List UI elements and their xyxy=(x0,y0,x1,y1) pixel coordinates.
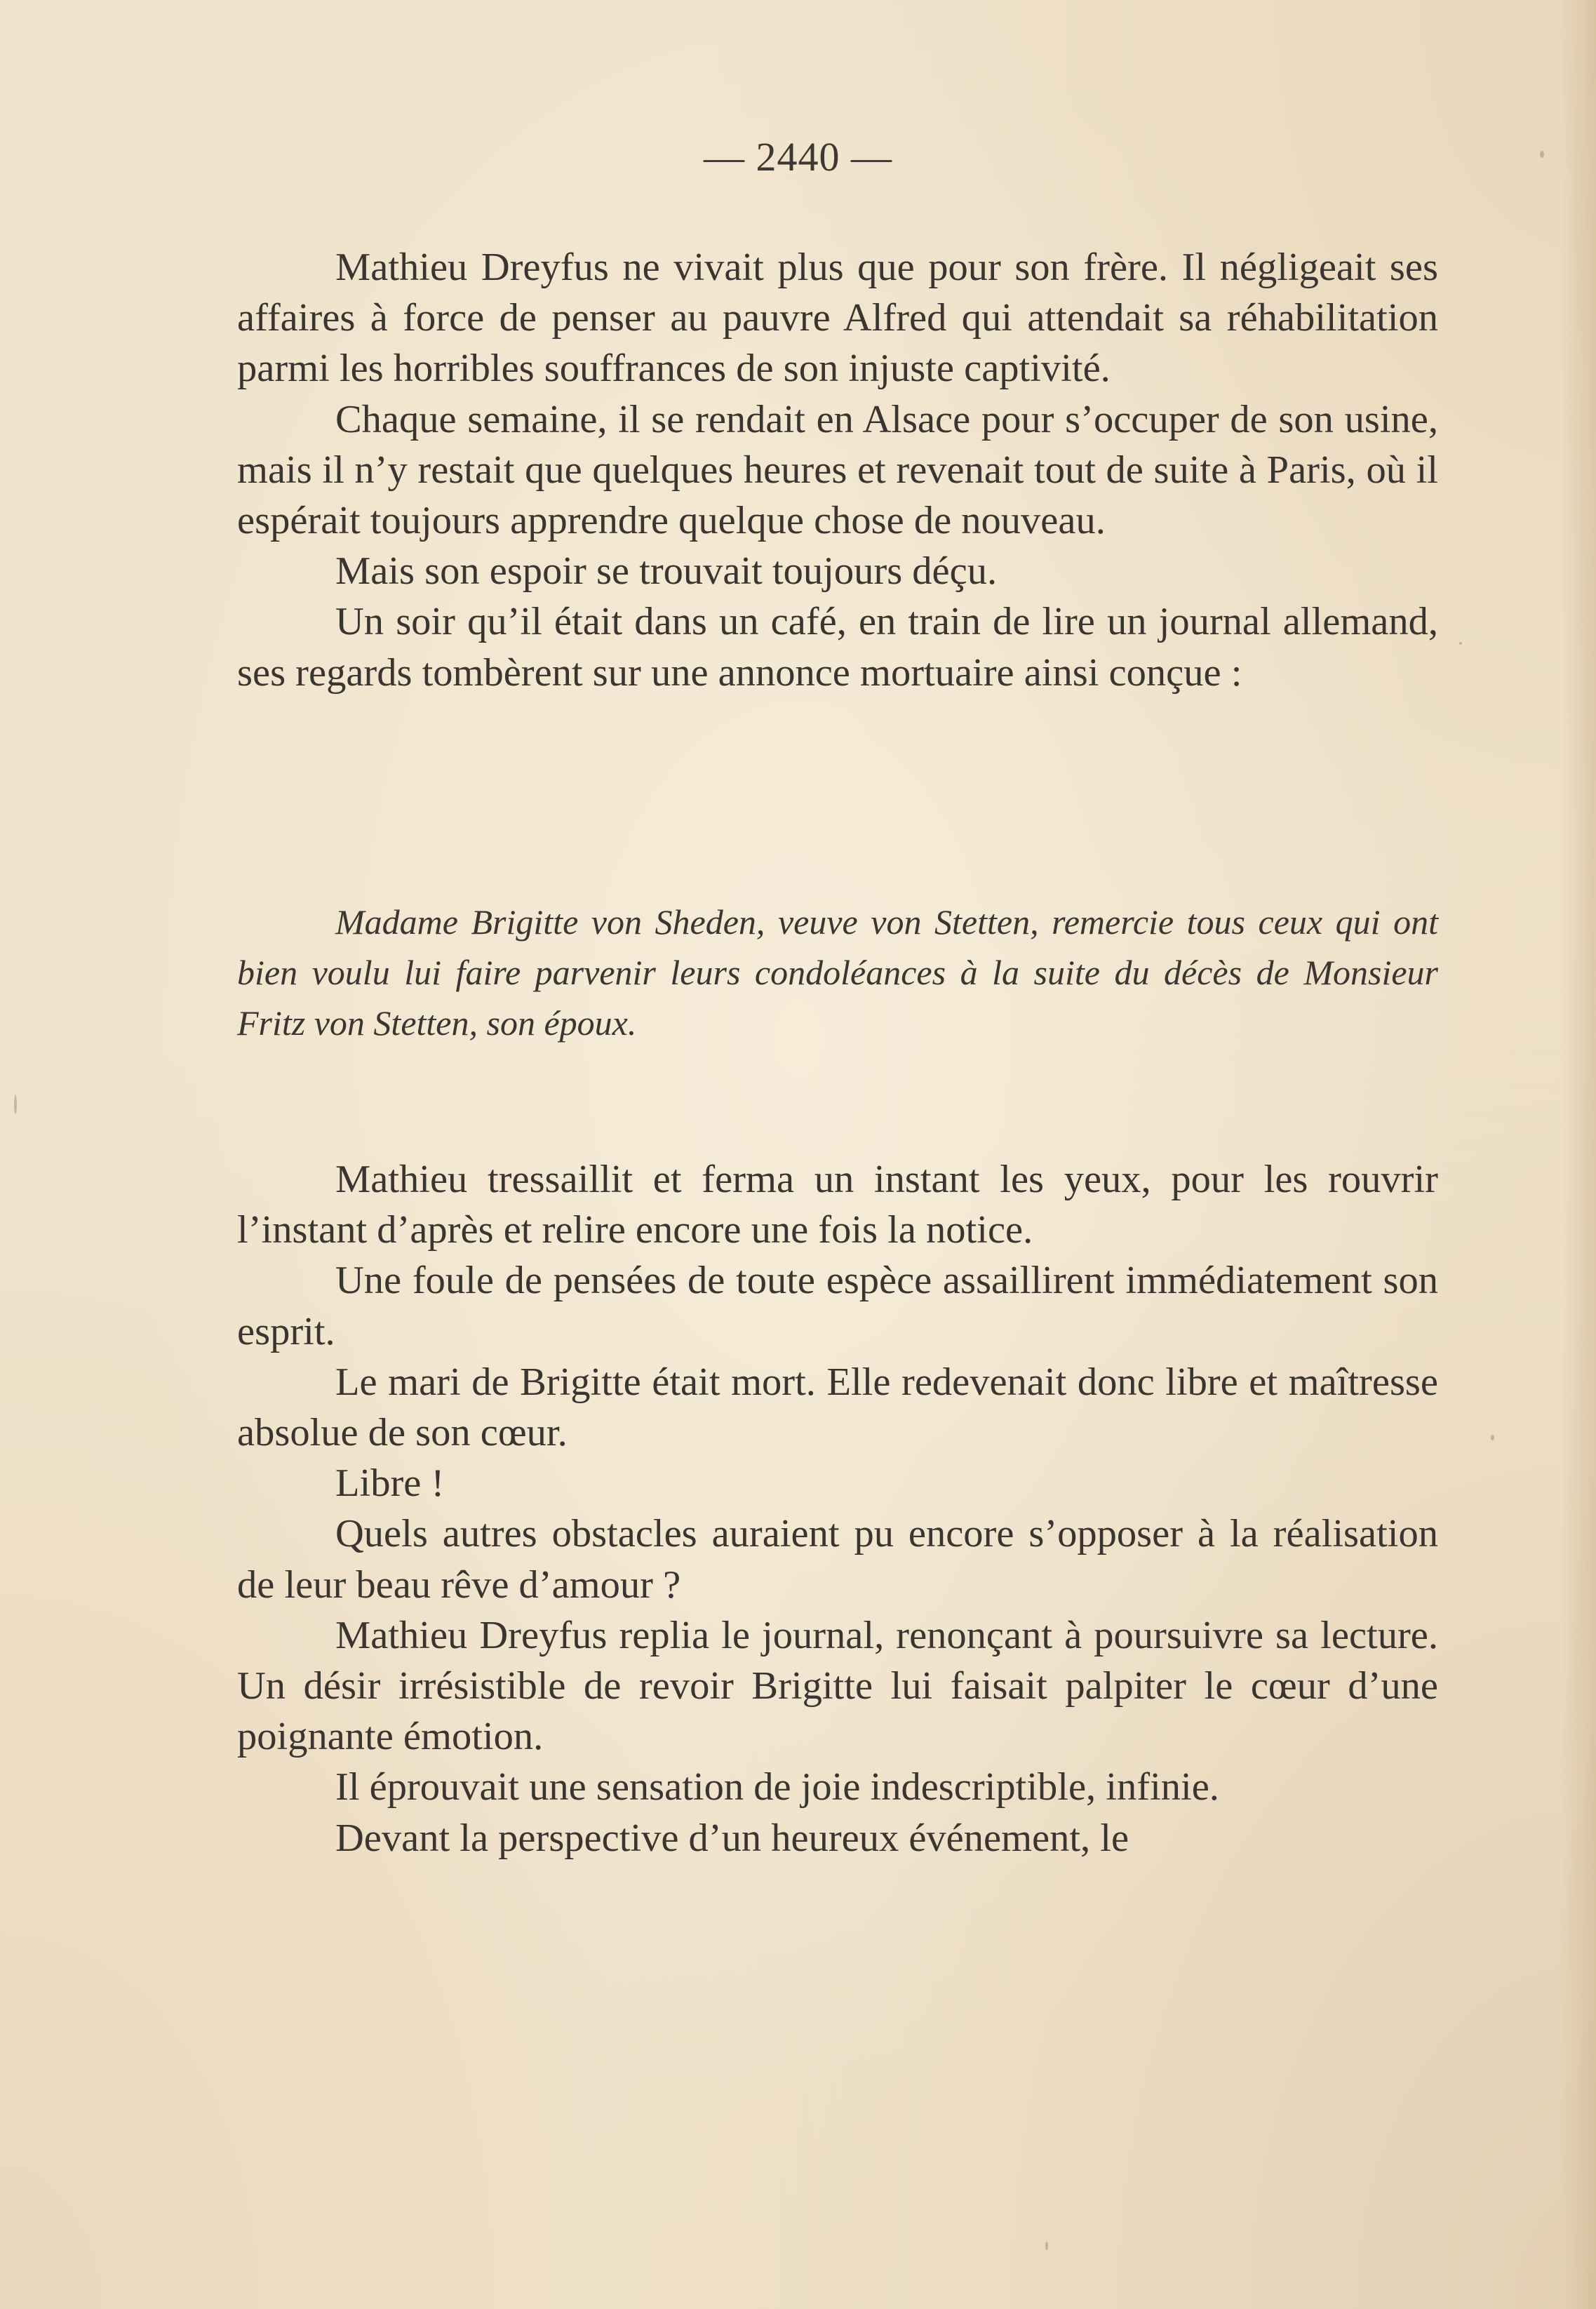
obituary-notice: Madame Brigitte von Sheden, veuve von Stetten, remercie tous ceux qui ont bien voulu lui faire parvenir leurs condoléances à la suite du décès de Monsieur Fritz von Stetten, son époux. xyxy=(237,902,1438,1043)
paper-speck xyxy=(1459,642,1462,645)
paragraph: Mathieu Dreyfus replia le journal, renonçant à poursuivre sa lecture. Un désir irrésistible de revoir Brigitte lui faisait palpiter le cœur d’une poignante émotion. xyxy=(237,1613,1438,1759)
paragraph: Mais son espoir se trouvait toujours déçu. xyxy=(335,549,998,594)
paragraph: Il éprouvait une sensation de joie indescriptible, infinie. xyxy=(335,1765,1219,1809)
page-edge-shade xyxy=(1561,0,1596,2309)
paragraph: Quels autres obstacles auraient pu encore s’opposer à la réalisation de leur beau rêve d’amour ? xyxy=(237,1512,1438,1607)
paragraph: Un soir qu’il était dans un café, en train de lire un journal allemand, ses regards tombèrent sur une annonce mortuaire ainsi conçue : xyxy=(237,600,1438,695)
text-block-after-notice xyxy=(237,1154,1438,1863)
paragraph: Chaque semaine, il se rendait en Alsace pour s’occuper de son usine, mais il n’y restait que quelques heures et revenait tout de suite à Paris, où il espérait toujours apprendre quelque chose de nouveau. xyxy=(237,397,1438,543)
paper-speck xyxy=(1540,151,1544,158)
paragraph: Le mari de Brigitte était mort. Elle redevenait donc libre et maîtresse absolue de son cœur. xyxy=(237,1360,1438,1455)
paragraph: Mathieu tressaillit et ferma un instant les yeux, pour les rouvrir l’instant d’après et relire encore une fois la notice. xyxy=(237,1158,1438,1252)
paragraph: Devant la perspective d’un heureux événement, le xyxy=(335,1816,1129,1860)
paragraph: Une foule de pensées de toute espèce assaillirent immédiatement son esprit. xyxy=(237,1259,1438,1353)
paper-speck xyxy=(1491,1435,1494,1440)
text-block-before-notice xyxy=(237,242,1438,698)
paper-speck xyxy=(14,1095,17,1114)
paper-speck xyxy=(1045,2242,1048,2250)
paragraph: Mathieu Dreyfus ne vivait plus que pour son frère. Il négligeait ses affaires à force de penser au pauvre Alfred qui attendait sa réhabilitation parmi les horribles souffrances de son injuste captivité. xyxy=(237,246,1438,391)
paragraph: Libre ! xyxy=(335,1461,445,1506)
page-number: — 2440 — xyxy=(704,134,892,180)
